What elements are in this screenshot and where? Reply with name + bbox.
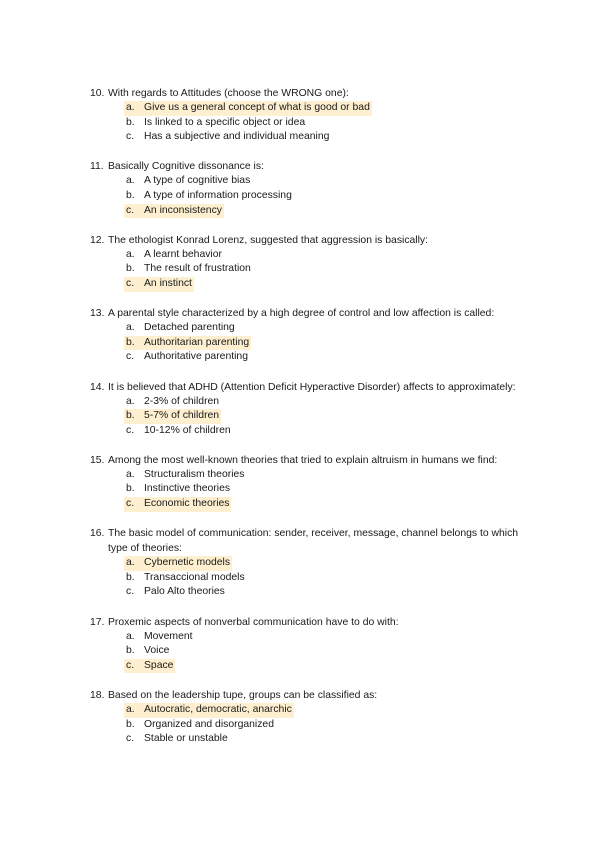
option-text: Palo Alto theories bbox=[144, 586, 225, 598]
question-line bbox=[90, 526, 530, 556]
option-letter: a. bbox=[126, 248, 135, 260]
option-letter: c. bbox=[126, 586, 135, 598]
question-line bbox=[90, 453, 530, 468]
option-text: 2-3% of children bbox=[144, 395, 220, 407]
answer-option-highlighted bbox=[126, 101, 530, 116]
question-line bbox=[90, 86, 530, 101]
answer-option-highlighted bbox=[126, 659, 530, 674]
answer-option bbox=[126, 585, 530, 600]
question-number: 14. bbox=[90, 381, 105, 393]
option-text: 5-7% of children bbox=[144, 409, 221, 424]
question-number: 18. bbox=[90, 690, 105, 701]
answer-option bbox=[126, 262, 530, 277]
question-number: 13. bbox=[90, 308, 105, 320]
option-text: Detached parenting bbox=[144, 322, 235, 334]
answer-option-highlighted bbox=[126, 556, 530, 571]
answer-option bbox=[126, 732, 530, 747]
option-letter: a. bbox=[124, 556, 144, 571]
question-line bbox=[90, 688, 530, 703]
answer-option bbox=[126, 189, 530, 204]
question-14 bbox=[90, 380, 530, 439]
option-text: An inconsistency bbox=[144, 204, 224, 219]
question-text: The ethologist Konrad Lorenz, suggested that aggression is basically: bbox=[108, 234, 428, 246]
option-letter: c. bbox=[126, 424, 135, 436]
answer-option-highlighted bbox=[126, 409, 530, 424]
option-text: Authoritarian parenting bbox=[144, 336, 251, 351]
question-text: The basic model of communication: sender, receiver, message, channel belongs to which type of theories: bbox=[108, 528, 519, 555]
answer-option-highlighted bbox=[126, 277, 530, 292]
option-text: Autocratic, democratic, anarchic bbox=[144, 703, 294, 718]
question-text: Based on the leadership tupe, groups can be classified as: bbox=[108, 690, 378, 701]
question-text: It is believed that ADHD (Attention Deficit Hyperactive Disorder) affects to approximately: bbox=[108, 381, 516, 393]
option-letter: b. bbox=[126, 645, 135, 657]
option-letter: b. bbox=[126, 571, 135, 583]
option-letter: b. bbox=[126, 263, 135, 275]
question-number: 10. bbox=[90, 88, 105, 99]
option-letter: a. bbox=[126, 322, 135, 334]
option-text: Has a subjective and individual meaning bbox=[144, 131, 330, 143]
option-letter: c. bbox=[124, 277, 144, 292]
question-line bbox=[90, 306, 530, 321]
answer-option bbox=[126, 482, 530, 497]
option-letter: a. bbox=[124, 101, 144, 116]
answer-option bbox=[126, 571, 530, 586]
question-number: 17. bbox=[90, 616, 105, 628]
question-15 bbox=[90, 453, 530, 512]
option-list bbox=[90, 321, 530, 365]
option-letter: c. bbox=[126, 131, 135, 143]
question-16 bbox=[90, 526, 530, 600]
option-text: The result of frustration bbox=[144, 263, 251, 275]
option-letter: c. bbox=[124, 497, 144, 512]
answer-option bbox=[126, 116, 530, 131]
question-10 bbox=[90, 86, 530, 145]
question-text: Among the most well-known theories that tried to explain altruism in humans we find: bbox=[108, 454, 498, 466]
option-letter: b. bbox=[126, 189, 135, 201]
option-list bbox=[90, 101, 530, 145]
option-letter: c. bbox=[124, 204, 144, 219]
question-number: 11. bbox=[90, 161, 104, 173]
option-list bbox=[90, 248, 530, 292]
question-18 bbox=[90, 688, 530, 747]
option-text: An instinct bbox=[144, 277, 194, 292]
answer-option bbox=[126, 321, 530, 336]
question-line bbox=[90, 380, 530, 395]
question-12 bbox=[90, 233, 530, 292]
option-list bbox=[90, 703, 530, 747]
question-11 bbox=[90, 159, 530, 218]
option-letter: a. bbox=[126, 468, 135, 480]
question-list bbox=[90, 86, 530, 761]
answer-option bbox=[126, 468, 530, 483]
option-text: A type of cognitive bias bbox=[144, 175, 251, 187]
answer-option bbox=[126, 350, 530, 365]
question-number: 15. bbox=[90, 454, 105, 466]
question-text: Proxemic aspects of nonverbal communication have to do with: bbox=[108, 616, 399, 628]
option-text: Cybernetic models bbox=[144, 556, 232, 571]
answer-option bbox=[126, 644, 530, 659]
question-number: 12. bbox=[90, 234, 105, 246]
option-letter: b. bbox=[124, 409, 144, 424]
answer-option bbox=[126, 424, 530, 439]
option-text: Space bbox=[144, 659, 175, 674]
option-letter: b. bbox=[126, 718, 135, 730]
answer-option bbox=[126, 174, 530, 189]
option-text: Structuralism theories bbox=[144, 468, 245, 480]
option-letter: b. bbox=[126, 483, 135, 495]
question-17 bbox=[90, 615, 530, 674]
answer-option bbox=[126, 248, 530, 263]
option-text: Organized and disorganized bbox=[144, 718, 274, 730]
option-text: Voice bbox=[144, 645, 170, 657]
answer-option bbox=[126, 718, 530, 733]
option-list bbox=[90, 395, 530, 439]
option-list bbox=[90, 174, 530, 218]
answer-option bbox=[126, 630, 530, 645]
option-letter: b. bbox=[124, 336, 144, 351]
option-letter: b. bbox=[126, 116, 135, 128]
option-text: Instinctive theories bbox=[144, 483, 231, 495]
option-text: A learnt behavior bbox=[144, 248, 222, 260]
answer-option-highlighted bbox=[126, 497, 530, 512]
question-text: Basically Cognitive dissonance is: bbox=[108, 161, 264, 173]
option-list bbox=[90, 556, 530, 600]
option-letter: a. bbox=[126, 175, 135, 187]
question-text: With regards to Attitudes (choose the WRONG one): bbox=[108, 88, 349, 99]
question-text: A parental style characterized by a high degree of control and low affection is called: bbox=[108, 308, 495, 320]
option-text: Movement bbox=[144, 630, 193, 642]
option-text: Is linked to a specific object or idea bbox=[144, 116, 306, 128]
option-list bbox=[90, 630, 530, 674]
option-letter: c. bbox=[126, 351, 135, 363]
option-list bbox=[90, 468, 530, 512]
option-letter: c. bbox=[124, 659, 144, 674]
answer-option-highlighted bbox=[126, 703, 530, 718]
option-text: Authoritative parenting bbox=[144, 351, 248, 363]
answer-option bbox=[126, 130, 530, 145]
question-number: 16. bbox=[90, 528, 105, 540]
option-letter: a. bbox=[124, 703, 144, 718]
option-text: Economic theories bbox=[144, 497, 231, 512]
option-text: Give us a general concept of what is good or bad bbox=[144, 101, 372, 116]
option-letter: c. bbox=[126, 733, 135, 745]
option-letter: a. bbox=[126, 630, 135, 642]
option-text: 10-12% of children bbox=[144, 424, 231, 436]
option-text: A type of information processing bbox=[144, 189, 292, 201]
option-text: Transaccional models bbox=[144, 571, 245, 583]
answer-option-highlighted bbox=[126, 204, 530, 219]
question-13 bbox=[90, 306, 530, 365]
question-line bbox=[90, 615, 530, 630]
answer-option-highlighted bbox=[126, 336, 530, 351]
answer-option bbox=[126, 395, 530, 410]
option-letter: a. bbox=[126, 395, 135, 407]
question-line bbox=[90, 159, 530, 174]
option-text: Stable or unstable bbox=[144, 733, 228, 745]
question-line bbox=[90, 233, 530, 248]
